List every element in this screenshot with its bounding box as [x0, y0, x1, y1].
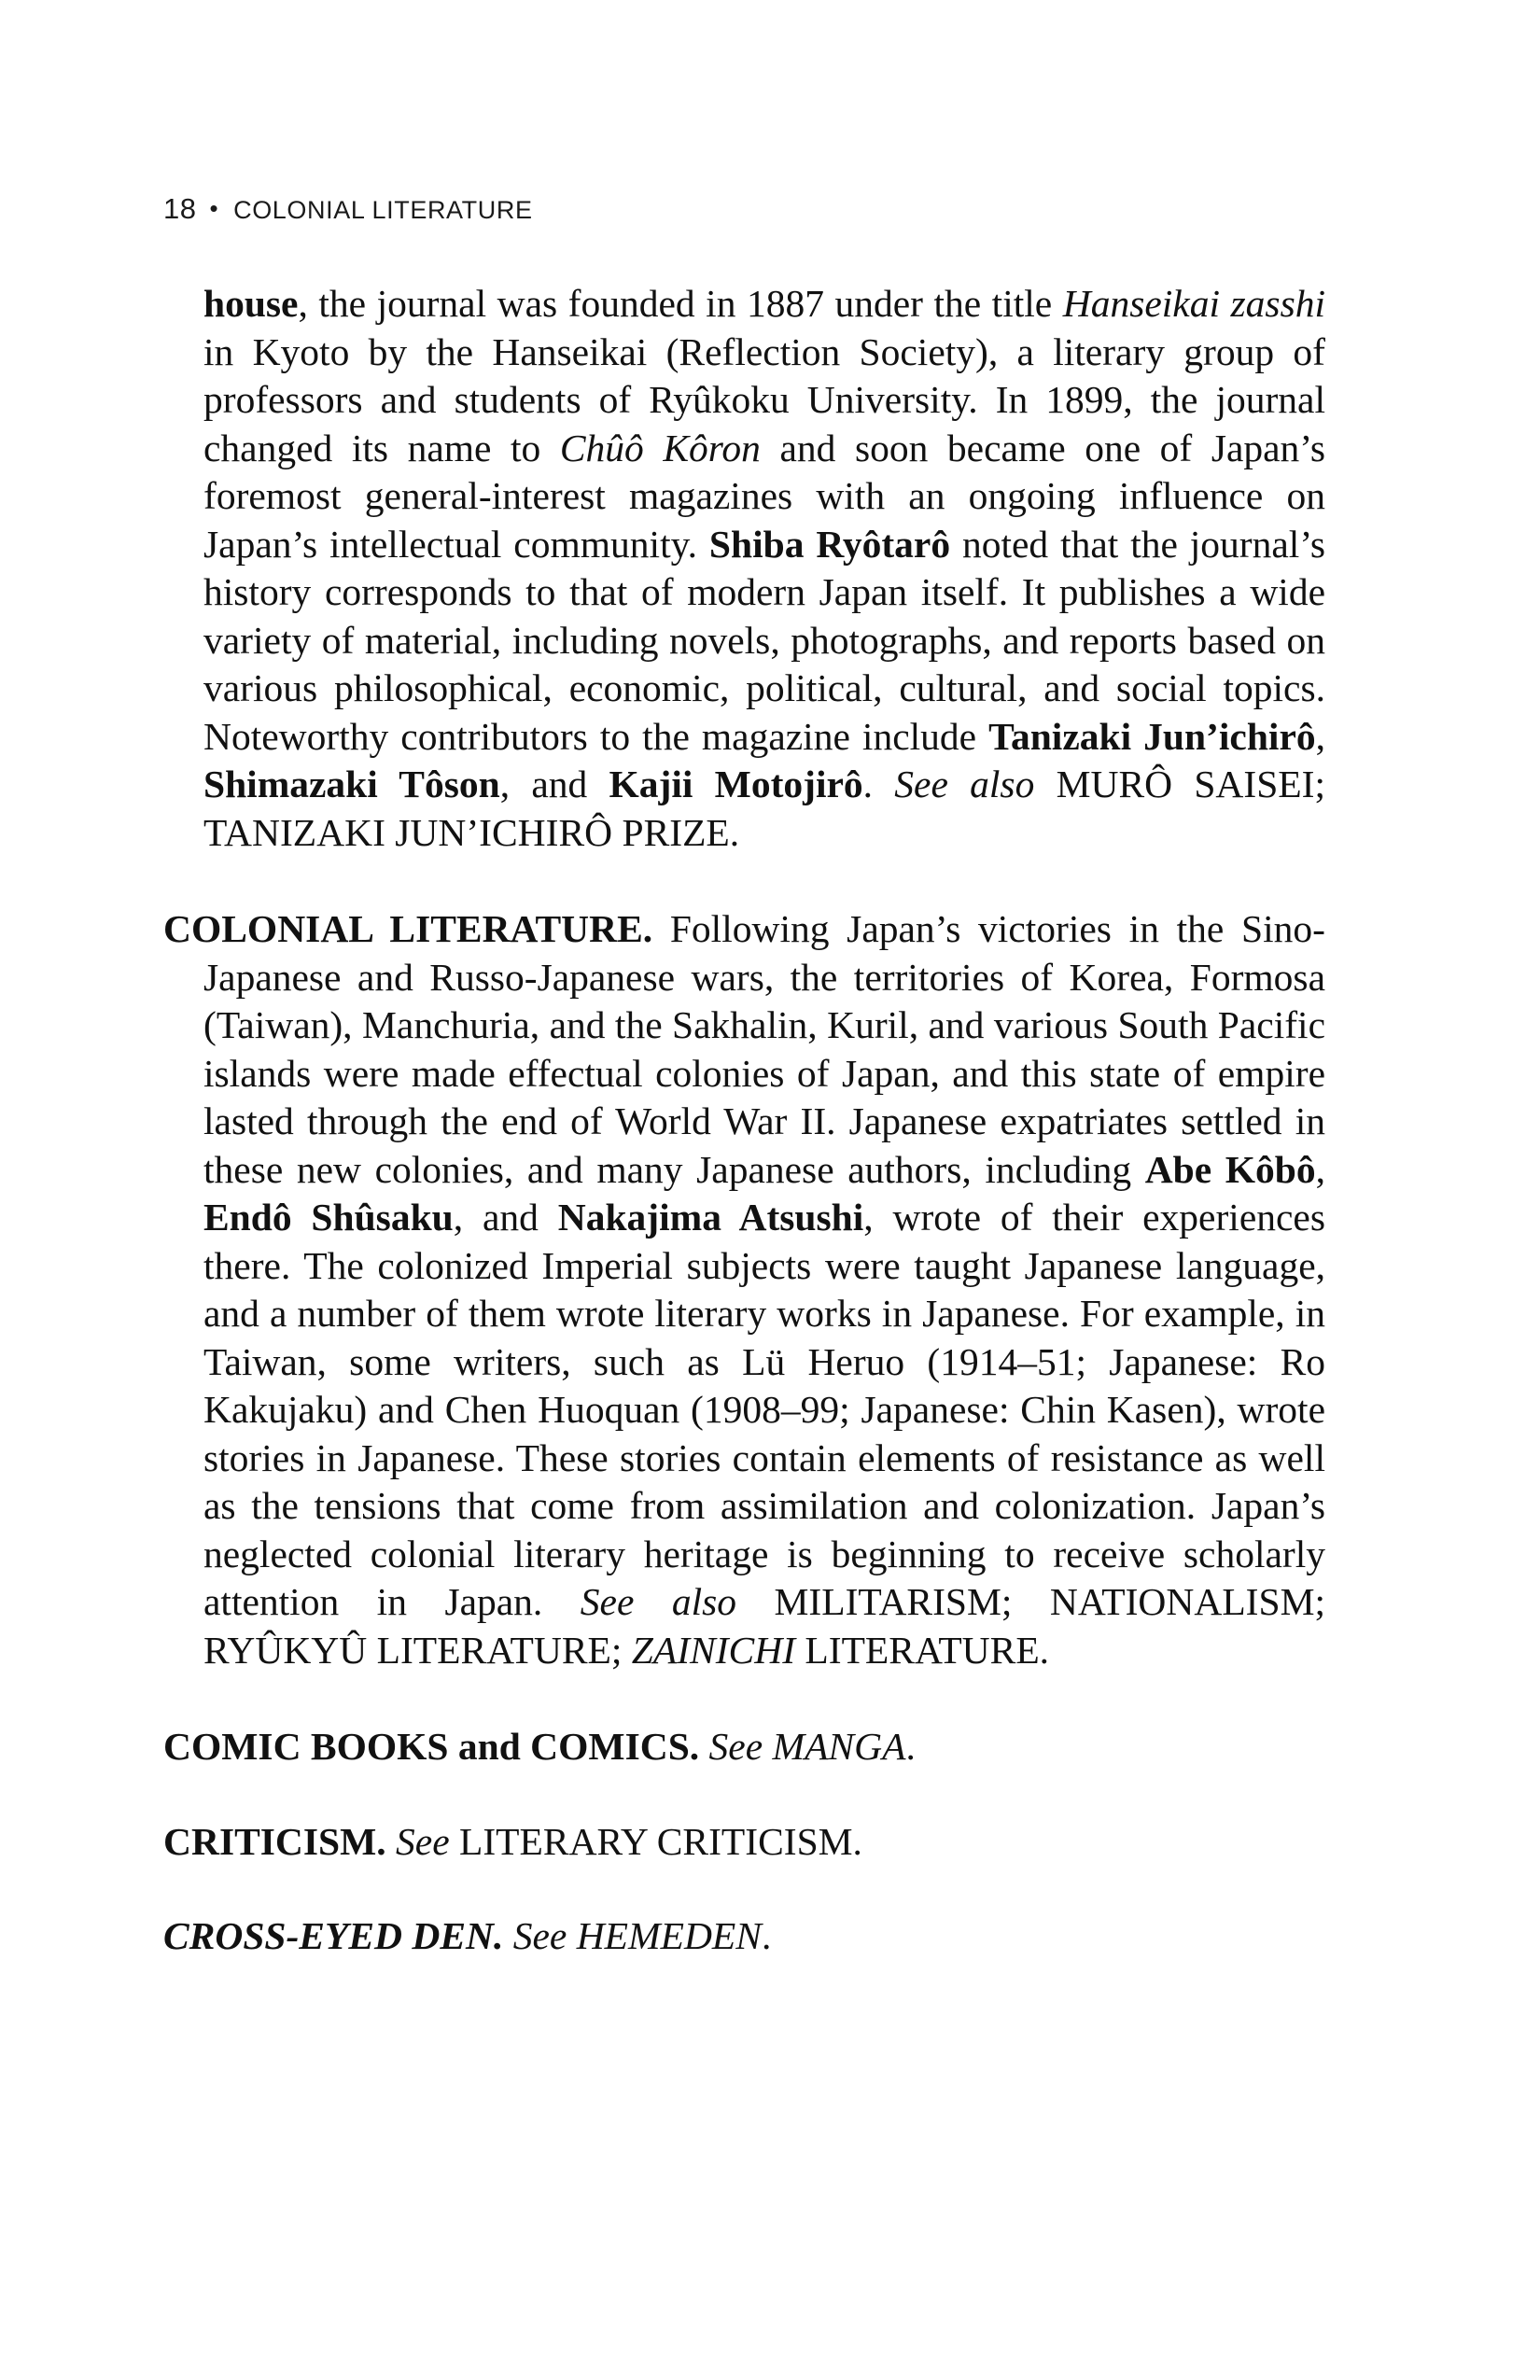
text-run: MURÔ SAISEI; TANIZAKI JUN’ICHIRÔ PRIZE. [203, 763, 1325, 854]
entry-headword: CRITICISM. [163, 1819, 386, 1863]
text-run: LITERARY CRITICISM. [449, 1819, 862, 1863]
text-run: noted that the journal’s history corresponds to that of modern Japan itself. It publishes a wide variety of material, including novels, photographs, and reports based on various philosophical, economic, political, cultural, and social topics. Noteworthy contributors to the magazine include [203, 522, 1326, 758]
text-run: house [203, 282, 299, 325]
text-run: in Kyoto by the Hanseikai (Reflection Society), a literary group of professors and students of Ryûkoku University. In 1899, the journal changed its name to [203, 329, 1325, 469]
text-run: See [396, 1819, 450, 1863]
dictionary-entries [163, 280, 1325, 1961]
text-run: Endô Shûsaku [203, 1196, 454, 1239]
running-head [163, 192, 533, 226]
entry-criticism [163, 1818, 1325, 1867]
entry-cross-eyed-den [163, 1912, 1325, 1961]
text-run: See also [894, 763, 1035, 805]
entry-chuo-koron-continued [163, 280, 1325, 857]
text-run: , [1315, 714, 1325, 758]
text-run: Shimazaki Tôson [203, 763, 500, 805]
text-run: , wrote of their experiences there. The colonized Imperial subjects were taught Japanese language, and a number of them wrote literary works in Japanese. For example, in Taiwan, some writers, such as Lü Heruo (1914–51; Japanese: Ro Kakujaku) and Chen Huoquan (1908–99; Japanese: Chin Kasen), wrote stories in Japanese. These stories contain elements of resistance as well as the tensions that come from assimilation and colonization. Japan’s neglected colonial literary heritage is beginning to receive scholarly attention in Japan. [203, 1196, 1325, 1623]
text-run: See also [580, 1580, 737, 1623]
section-title: COLONIAL LITERATURE [233, 196, 533, 224]
text-run: Abe Kôbô [1144, 1147, 1316, 1191]
text-run: Kajii Motojirô [609, 763, 863, 805]
text-run: MILITARISM; NATIONALISM; RYÛKYÛ LITERATURE; [203, 1580, 1325, 1672]
entry-headword: COMIC BOOKS and COMICS. [163, 1725, 700, 1768]
text-run [386, 1820, 396, 1863]
text-run [503, 1914, 512, 1957]
text-run: See MANGA [708, 1725, 906, 1768]
entry-headword: COLONIAL LITERATURE. [163, 907, 653, 950]
text-run: Shiba Ryôtarô [708, 522, 951, 566]
page-number: 18 [163, 192, 197, 225]
text-run: . [761, 1914, 772, 1957]
entry-headword: CROSS-EYED DEN. [163, 1914, 504, 1957]
text-run: . [905, 1725, 916, 1768]
text-run: Nakajima Atsushi [557, 1196, 864, 1239]
text-run: LITERATURE. [795, 1628, 1050, 1672]
text-run: Hanseikai zasshi [1062, 282, 1325, 325]
entry-comic-books [163, 1723, 1325, 1771]
text-run: , and [453, 1196, 558, 1239]
text-run: , the journal was founded in 1887 under the title [298, 282, 1063, 325]
text-run: , and [499, 763, 609, 805]
text-run: ZAINICHI [631, 1628, 796, 1672]
text-run: Tanizaki Jun’ichirô [988, 714, 1316, 758]
text-run: , [1315, 1147, 1325, 1191]
text-run: Following Japan’s victories in the Sino-Japanese and Russo-Japanese wars, the territories of Korea, Formosa (Taiwan), Manchuria, and the Sakhalin, Kuril, and various South Pacific islands were made effectual colonies of Japan, and this state of empire lasted through the end of World War II. Japanese expatriates settled in these new colonies, and many Japanese authors, including [203, 907, 1325, 1191]
text-run: See HEMEDEN [512, 1914, 762, 1957]
text-run [699, 1725, 708, 1768]
text-run: . [862, 763, 895, 805]
text-run: Chûô Kôron [559, 426, 761, 469]
text-run: and soon became one of Japan’s foremost general-interest magazines with an ongoing influence on Japan’s intellectual community. [203, 426, 1325, 566]
bullet-separator: • [209, 194, 219, 222]
entry-colonial-literature [163, 905, 1325, 1674]
